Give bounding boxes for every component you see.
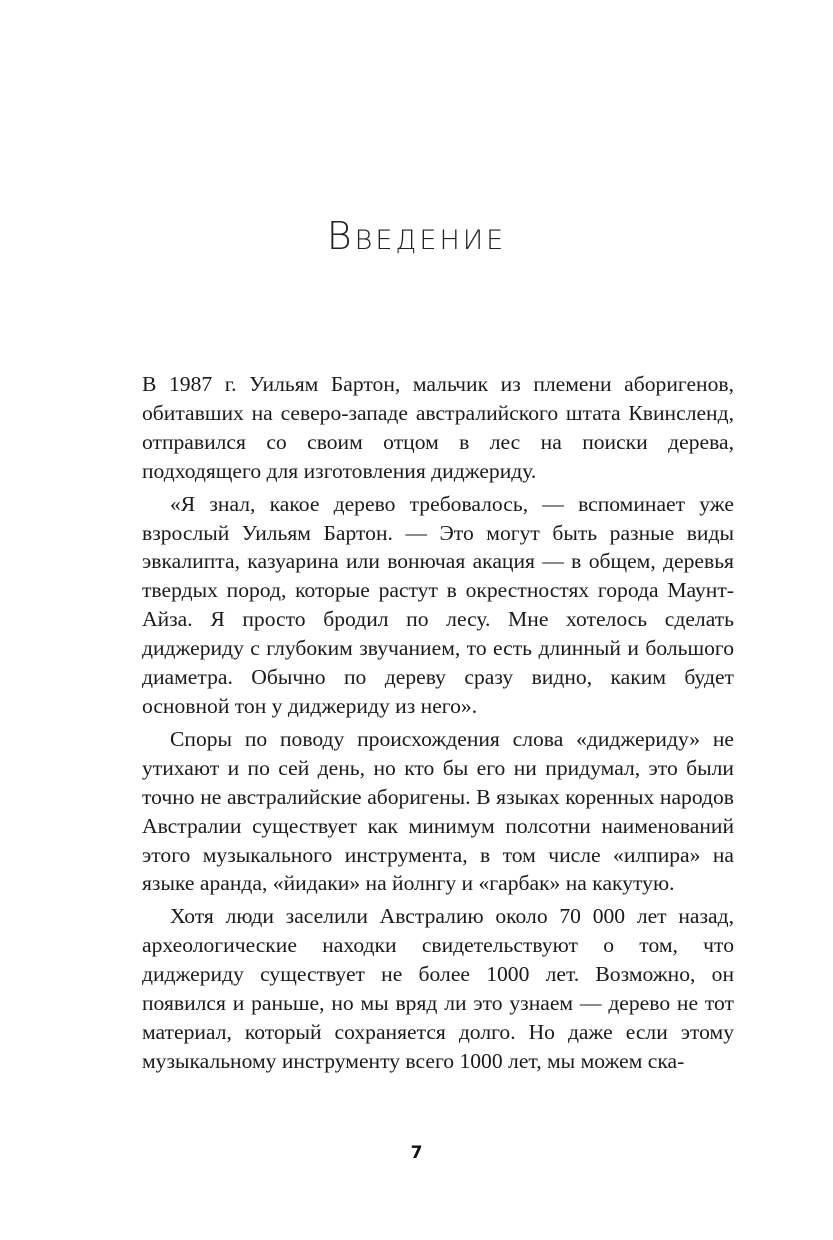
paragraph-1: В 1987 г. Уильям Бартон, мальчик из племени аборигенов, обитавших на северо-западе австралийского штата Квинсленд, отправился со своим отцом в лес на поиски дерева, подходящего для изготовления диджериду.	[142, 372, 734, 483]
chapter-title: Введение	[326, 214, 507, 258]
paragraph-3: Споры по поводу происхождения слова «диджериду» не утихают и по сей день, но кто бы его ни придумал, это были точно не австралийские аборигены. В языках коренных народов Австралии существует как минимум полсотни наименований этого музыкального инструмента, в том числе «илпира» на языке аранда, «йидаки» на йолнгу и «гарбак» на какутую.	[142, 726, 734, 896]
page-number: 7	[410, 1143, 423, 1163]
paragraph-4: Хотя люди заселили Австралию около 70 000 лет назад, археологические находки свидетельствуют о том, что диджериду существует не более 1000 лет. Возможно, он появился и раньше, но мы вряд ли это узнаем — дерево не тот материал, который сохраняется долго. Но даже если этому музыкальному инструменту всего 1000 лет, мы можем ска-	[142, 904, 734, 1073]
body-text	[142, 370, 734, 1080]
paragraph-2: «Я знал, какое дерево требовалось, — вспоминает уже взрослый Уильям Бартон. — Это могут быть разные виды эвкалипта, казуарина или вонючая акация — в общем, деревья твердых пород, которые растут в окрестностях города Маунт-Айза. Я просто бродил по лесу. Мне хотелось сделать диджериду с глубоким звучанием, то есть длинный и большого диаметра. Обычно по дереву сразу видно, каким будет основной тон у диджериду из него».	[142, 491, 734, 718]
